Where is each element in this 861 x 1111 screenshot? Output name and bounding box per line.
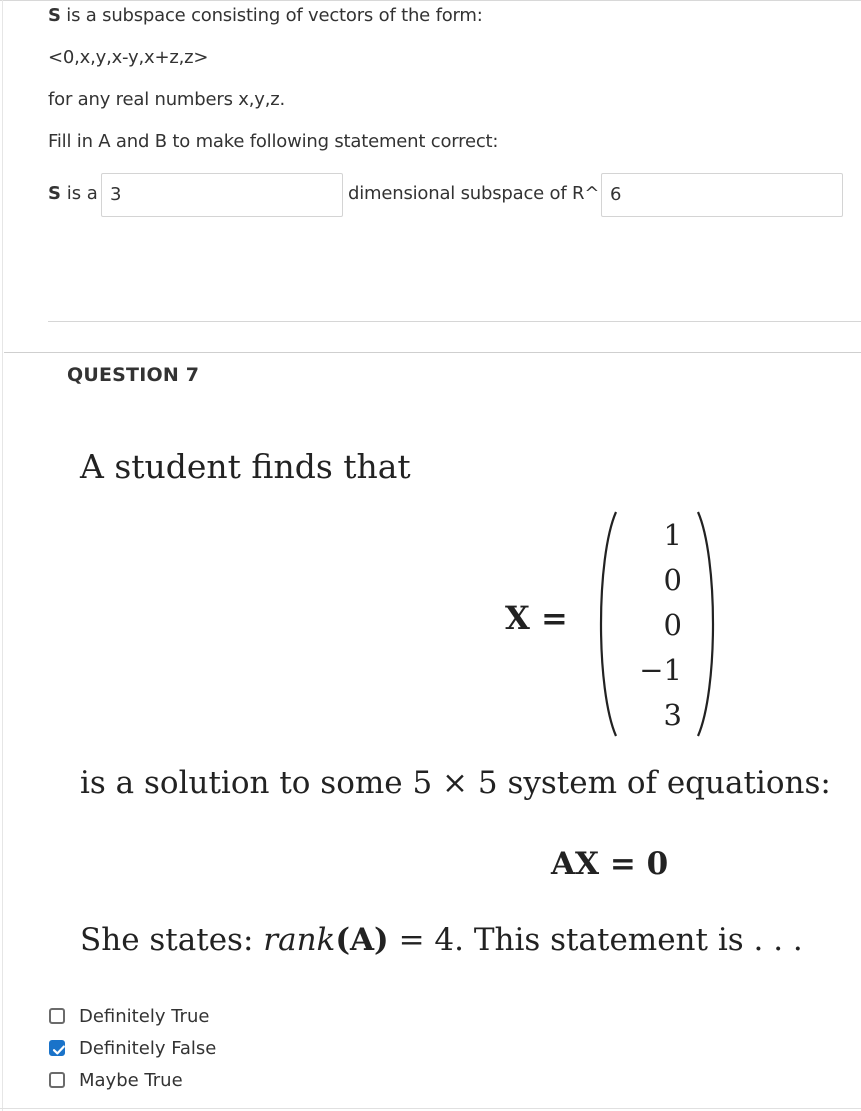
prev-question-line4: Fill in A and B to make following statement correct: [48, 131, 499, 152]
statement-symbol: S [48, 183, 61, 204]
top-border [0, 0, 861, 1]
student-statement [80, 922, 803, 958]
question-intro: A student finds that [80, 447, 411, 486]
checkbox[interactable] [49, 1072, 65, 1088]
vector-entry: 3 [663, 698, 682, 732]
option-label: Definitely True [79, 1005, 210, 1027]
checkmark-icon [51, 1042, 67, 1058]
divider [48, 321, 861, 322]
question-title: QUESTION 7 [67, 364, 200, 386]
option-label: Maybe True [79, 1069, 183, 1091]
left-paren-icon [592, 508, 620, 740]
vector-entry: 0 [663, 563, 682, 597]
answer-b-input[interactable]: 6 [601, 173, 843, 217]
rank-argument: (A) [335, 922, 389, 958]
statement-middle: dimensional subspace of R^ [348, 183, 600, 204]
option-maybe-true[interactable] [49, 1068, 183, 1092]
equation: AX = 0 [551, 846, 669, 882]
checkbox[interactable] [49, 1008, 65, 1024]
answer-a-input[interactable]: 3 [101, 173, 343, 217]
statement-prefix-text: is a [60, 183, 98, 204]
statement-lead: She states: [80, 922, 264, 958]
bottom-border [0, 1108, 861, 1109]
prev-question-line2: <0,x,y,x-y,x+z,z> [48, 47, 209, 68]
system-sentence: is a solution to some 5 × 5 system of equations: [80, 765, 831, 801]
vector-entry: 0 [663, 608, 682, 642]
vector-entry: 1 [663, 518, 682, 552]
prev-question-line1-text: is a subspace consisting of vectors of the form: [60, 5, 483, 26]
statement-tail: = 4. This statement is . . . [388, 922, 803, 958]
option-label: Definitely False [79, 1037, 217, 1059]
subspace-symbol: S [48, 5, 61, 26]
rank-function: rank [263, 922, 336, 958]
vector-label: X = [505, 599, 568, 637]
prev-question-line1 [48, 4, 483, 28]
prev-question-line3: for any real numbers x,y,z. [48, 89, 285, 110]
solution-vector [630, 513, 682, 738]
option-definitely-false[interactable] [49, 1036, 216, 1060]
option-definitely-true[interactable] [49, 1004, 209, 1028]
right-paren-icon [694, 508, 722, 740]
checkbox-checked[interactable] [49, 1040, 65, 1056]
statement-prefix [48, 182, 98, 206]
left-border [2, 0, 3, 1111]
question-separator [4, 352, 861, 353]
vector-entry: −1 [639, 653, 682, 687]
